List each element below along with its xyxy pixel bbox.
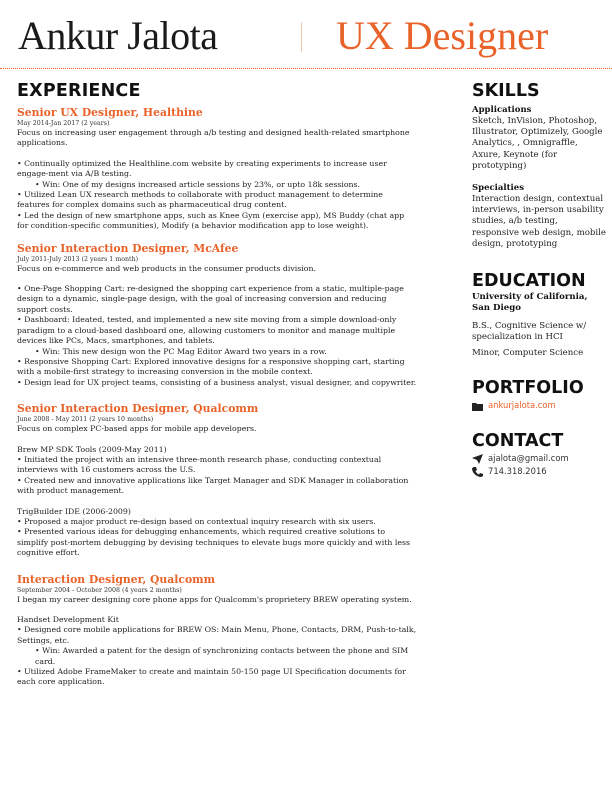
- email-row: [472, 452, 606, 465]
- send-icon: [472, 454, 483, 464]
- job-detail-line: • Design lead for UX project teams, consisting of a business analyst, visual designer, and copywriter.: [17, 377, 417, 387]
- header-divider: [301, 22, 302, 52]
- specialties-text: Interaction design, contextual interviews, in-person usability studies, a/b testing, responsive web design, mobile design, prototyping: [472, 194, 606, 249]
- job-title: Senior Interaction Designer, Qualcomm: [17, 402, 259, 416]
- experience-heading: EXPERIENCE: [17, 81, 141, 101]
- job-title: Senior UX Designer, Healthine: [17, 106, 203, 119]
- job-detail-line: • Win: One of my designs increased article sessions by 23%, or upto 18k sessions.: [35, 179, 361, 189]
- skills-heading: SKILLS: [472, 81, 540, 101]
- portfolio-row: [472, 399, 606, 412]
- paragraph-gap: [17, 497, 417, 507]
- job-title: Interaction Designer, Qualcomm: [17, 572, 215, 586]
- job-entry: [17, 573, 417, 688]
- education-school: University of California, San Diego: [472, 292, 588, 314]
- email-address[interactable]: ajalota@gmail.com: [488, 453, 569, 464]
- job-date: June 2008 - May 2011 (2 years 10 months): [17, 416, 154, 424]
- job-detail-line: • Utilized Lean UX research methods to collaborate with product management to determine features for complex domains such as pharmaceutical drug content.: [17, 190, 383, 210]
- education-heading: EDUCATION: [472, 271, 586, 292]
- experience-section: [17, 80, 417, 688]
- job-detail-line: • Responsive Shopping Cart: Explored innovative designs for a responsive shopping cart, starting with a mobile-first strategy to increasing conversion in the mobile context.: [17, 356, 405, 377]
- education-degree: B.S., Cognitive Science w/ specialization in HCI: [472, 320, 587, 343]
- job-detail-line: • Utilized Adobe FrameMaker to create and maintain 50-150 page UI Specification documents for each core application.: [17, 667, 406, 687]
- job-detail-line: • Presented various ideas for debugging enhancements, which required creative solutions to simplify post-mortem debugging by devising techniques to elevate bugs more quickly and with less cognitive effort.: [17, 527, 410, 558]
- education-minor: Minor, Computer Science: [472, 348, 584, 359]
- job-list: [17, 106, 417, 688]
- job-detail-line: Brew MP SDK Tools (2009-May 2011): [17, 444, 167, 454]
- job-title-heading: UX Designer: [336, 13, 549, 58]
- contact-heading: CONTACT: [472, 431, 564, 452]
- folder-icon: [472, 401, 483, 411]
- job-detail-line: • Initiated the project with an intensive three-month research phase, conducting contextual interviews with 16 customers across the U.S.: [17, 454, 382, 475]
- phone-icon: [472, 467, 483, 477]
- job-detail-line: • Continually optimized the Healthline.com website by creating experiments to increase user engage-ment via A/B testing.: [17, 158, 387, 179]
- job-detail-line: Focus on increasing user engagement through a/b testing and designed health-related smartphone applications.: [17, 128, 410, 148]
- paragraph-gap: [17, 435, 417, 445]
- paragraph-gap: [17, 605, 417, 615]
- sidebar: [472, 80, 606, 478]
- candidate-name: Ankur Jalota: [18, 13, 218, 58]
- portfolio-link[interactable]: ankurjalota.com: [488, 400, 556, 411]
- job-detail-line: • Led the design of new smartphone apps, such as Knee Gym (exercise app), MS Buddy (chat app for condition-specific communities), Modify (a behavior modification app to lose weight).: [17, 210, 405, 231]
- job-title: Senior Interaction Designer, McAfee: [17, 241, 239, 255]
- job-detail-line: Handset Development Kit: [17, 615, 119, 624]
- job-detail-line: I began my career designing core phone apps for Qualcomm's proprietery BREW operating system.: [17, 594, 412, 604]
- job-detail-line: • Created new and innovative applications like Target Manager and SDK Manager in collaboration with product management.: [17, 475, 409, 496]
- specialties-label: Specialties: [472, 183, 524, 194]
- portfolio-heading: PORTFOLIO: [472, 378, 584, 399]
- job-detail-line: Focus on complex PC-based apps for mobile app developers.: [17, 424, 257, 434]
- job-detail-line: Focus on e-commerce and web products in the consumer products division.: [17, 263, 316, 273]
- job-date: May 2014-Jan 2017 (2 years): [17, 120, 110, 127]
- job-detail-line: • One-Page Shopping Cart: re-designed the shopping cart experience from a static, multiple-page design to a dynamic, single-page design, with the goal of increasing conversion and reducing support costs.: [17, 284, 404, 314]
- job-detail-line: • Proposed a major product re-design based on contextual inquiry research with six users.: [17, 516, 376, 526]
- header-rule: [0, 68, 612, 69]
- job-date: July 2011-July 2013 (2 years 1 month): [17, 255, 139, 263]
- applications-text: Sketch, InVision, Photoshop, Illustrator, Optimizely, Google Analytics, , Omnigraffle, Axure, Keynote (for prototyping): [472, 116, 603, 171]
- paragraph-gap: [17, 149, 417, 159]
- applications-label: Applications: [472, 105, 532, 115]
- job-detail-line: • Win: Awarded a patent for the design of synchronizing contacts between the phone and SIM card.: [35, 646, 409, 666]
- job-entry: [17, 106, 417, 232]
- job-detail-line: • Dashboard: Ideated, tested, and implemented a new site moving from a simple download-only paradigm to a cloud-based dashboard one, allowing customers to monitor and manage multiple devices like PCs, Macs, smartphones, and tablets.: [17, 315, 397, 346]
- job-entry: [17, 402, 417, 558]
- paragraph-gap: [17, 274, 417, 284]
- job-detail-line: TrigBuilder IDE (2006-2009): [17, 506, 131, 516]
- job-detail-line: • Designed core mobile applications for BREW OS: Main Menu, Phone, Contacts, DRM, Push-to-talk, Settings, etc.: [17, 625, 417, 645]
- job-detail-line: • Win: This new design won the PC Mag Editor Award two years in a row.: [35, 346, 327, 356]
- resume-header: [0, 0, 612, 68]
- job-date: September 2004 - October 2008 (4 years 2 months): [17, 586, 182, 594]
- phone-row: [472, 465, 606, 478]
- phone-number[interactable]: 714.318.2016: [488, 466, 547, 477]
- job-entry: [17, 242, 417, 388]
